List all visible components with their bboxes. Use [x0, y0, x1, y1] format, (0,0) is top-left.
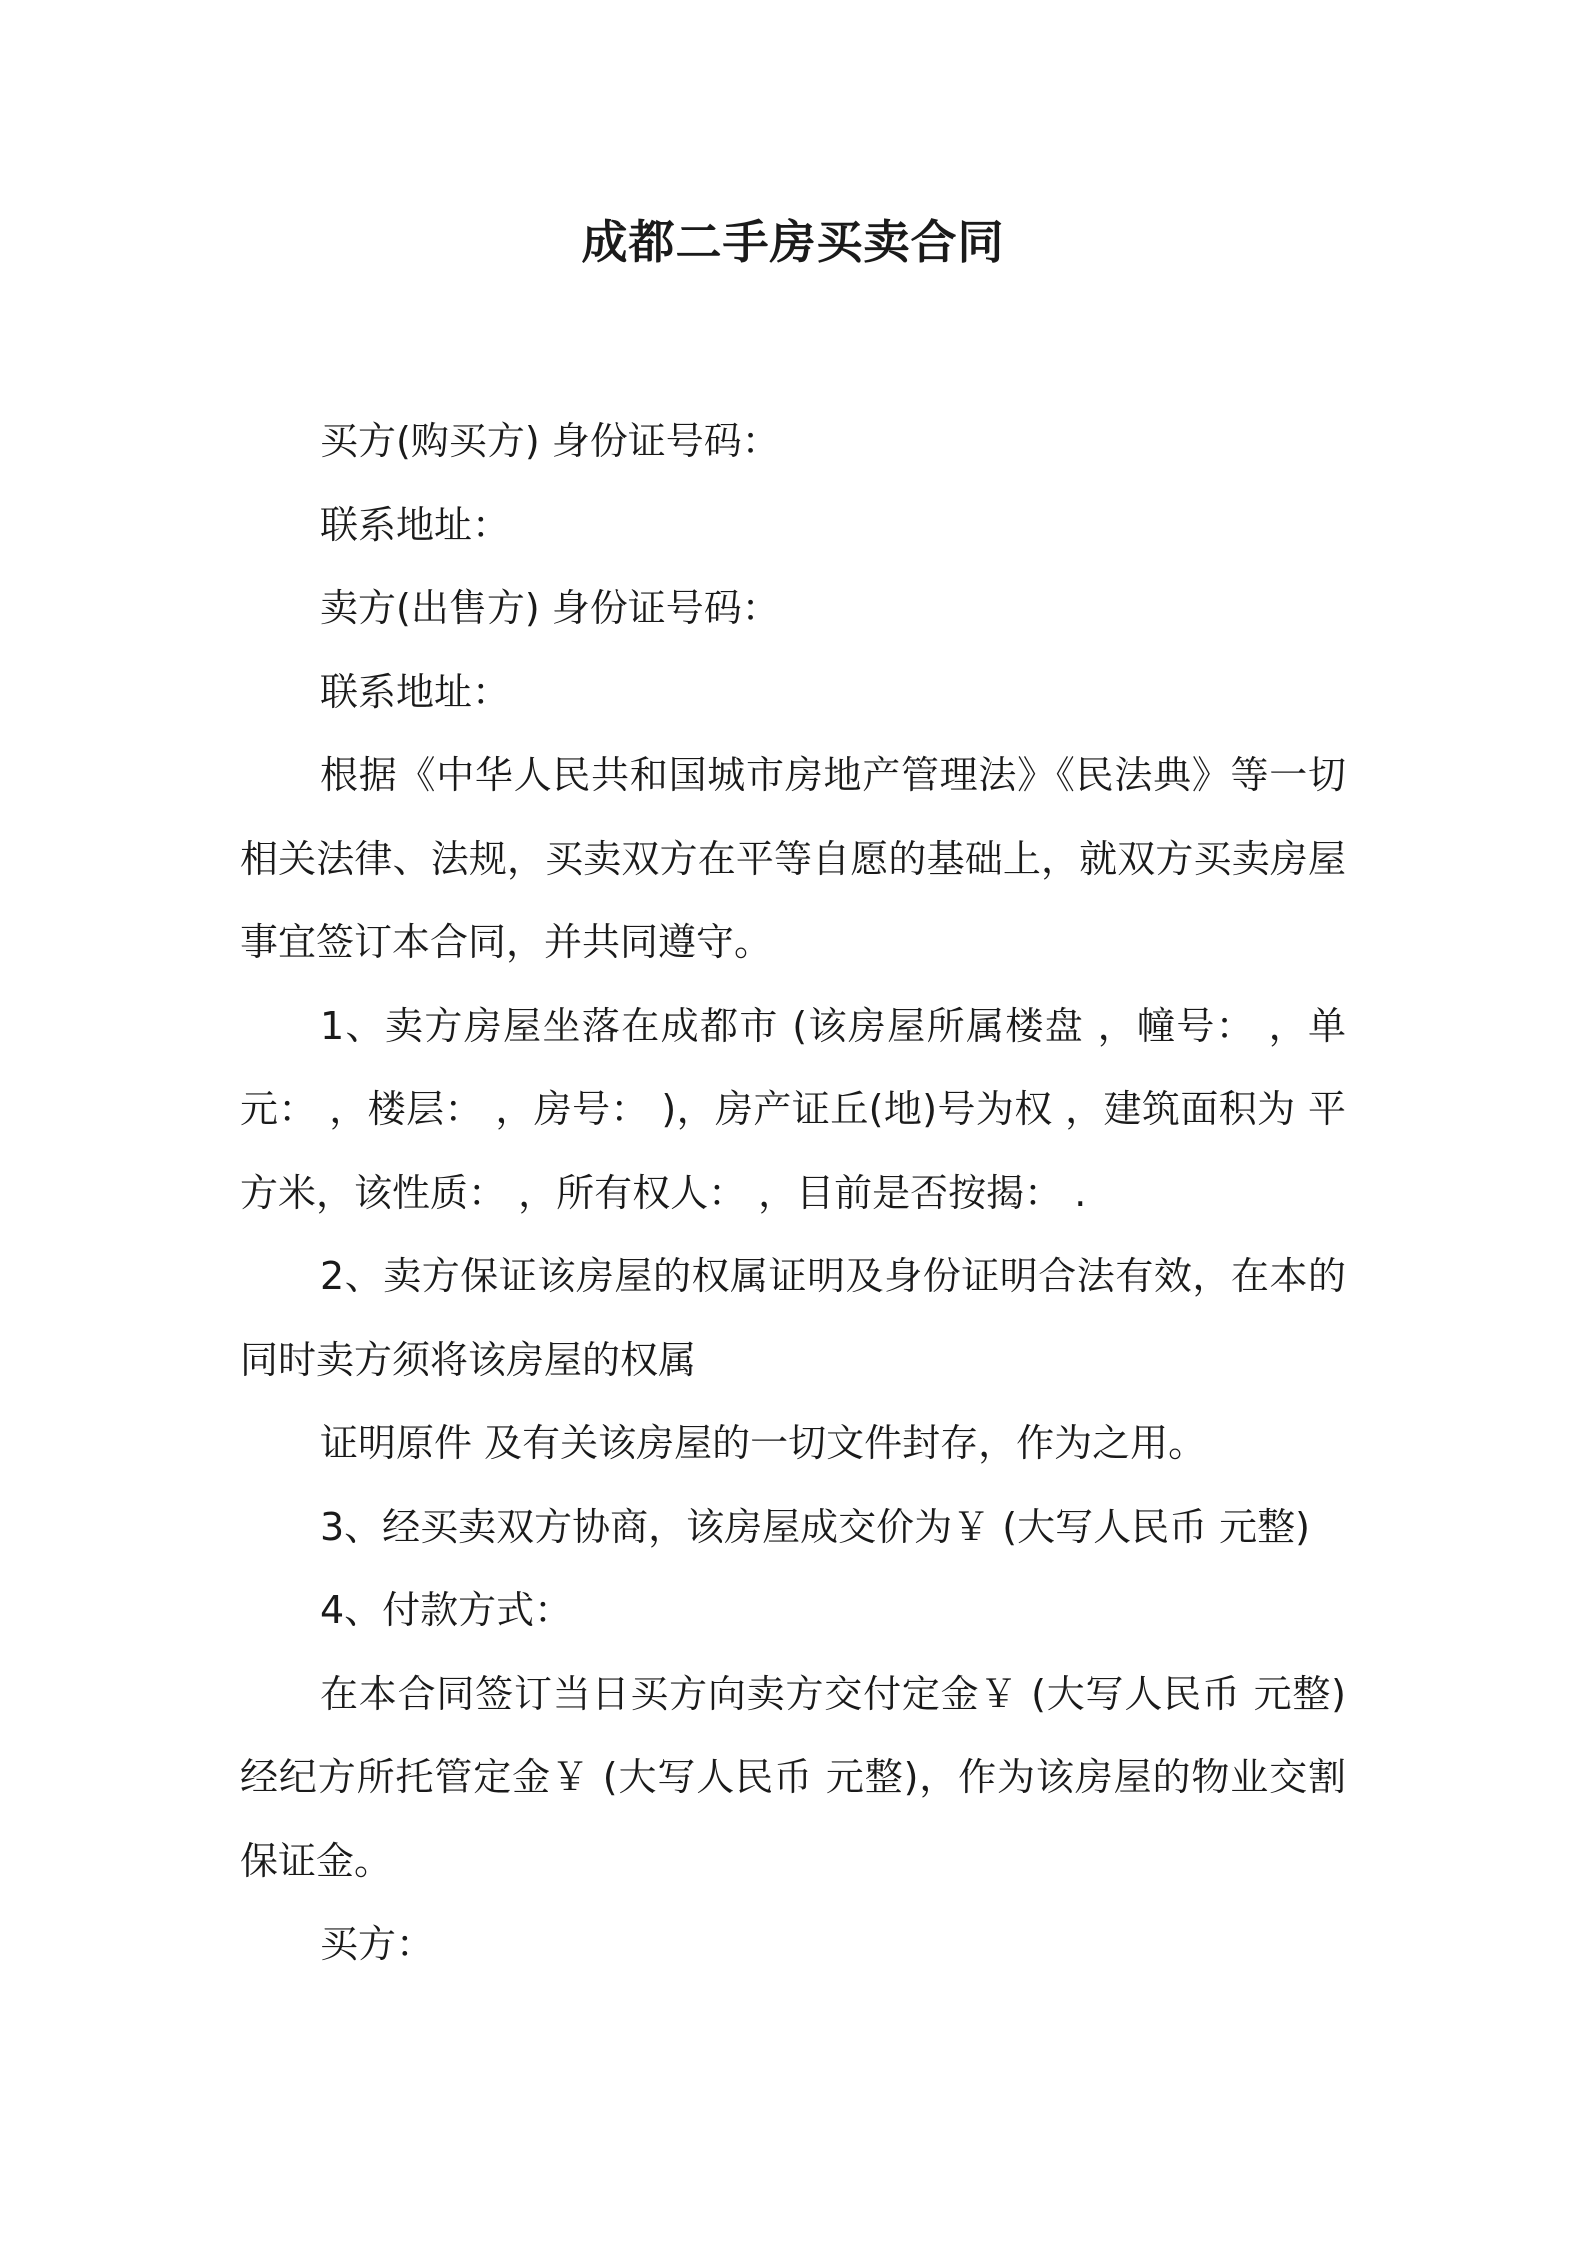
document-body: [240, 400, 1346, 1987]
clause-2-continued: 证明原件 及有关该房屋的一切文件封存，作为之用。: [320, 1421, 1207, 1465]
buyer-address-line: 联系地址：: [320, 502, 511, 547]
seller-id-line: 卖方(出售方) 身份证号码：: [320, 586, 780, 630]
document-title: 成都二手房买卖合同: [581, 215, 1005, 269]
buyer-id-line: 买方(购买方) 身份证号码：: [320, 419, 780, 463]
clause-4-payment-method: 4、付款方式：: [320, 1588, 573, 1632]
seller-address-line: 联系地址：: [320, 669, 511, 714]
clause-3-price: 3、经买卖双方协商，该房屋成交价为￥ (大写人民币 元整): [320, 1504, 1310, 1549]
deposit-paragraph: 在本合同签订当日买方向卖方交付定金￥ (大写人民币 元整)经纪方所托管定金￥ (大写人民币 元整)，作为该房屋的物业交割保证金。: [240, 1671, 1346, 1883]
clause-2-ownership-guarantee: 2、卖方保证该房屋的权属证明及身份证明合法有效，在本的同时卖方须将该房屋的权属: [240, 1254, 1346, 1382]
buyer-signature-line: 买方：: [320, 1922, 435, 1966]
preamble-paragraph: 根据《中华人民共和国城市房地产管理法》《民法典》等一切相关法律、法规，买卖双方在平等自愿的基础上，就双方买卖房屋事宜签订本合同，并共同遵守。: [240, 753, 1346, 964]
clause-1-property-location: 1、卖方房屋坐落在成都市 (该房屋所属楼盘 ，幢号： ，单元： ，楼层： ，房号： )，房产证丘(地)号为权 ，建筑面积为 平方米，该性质： ，所有权人： ，目前是否按揭： .: [240, 1003, 1346, 1215]
